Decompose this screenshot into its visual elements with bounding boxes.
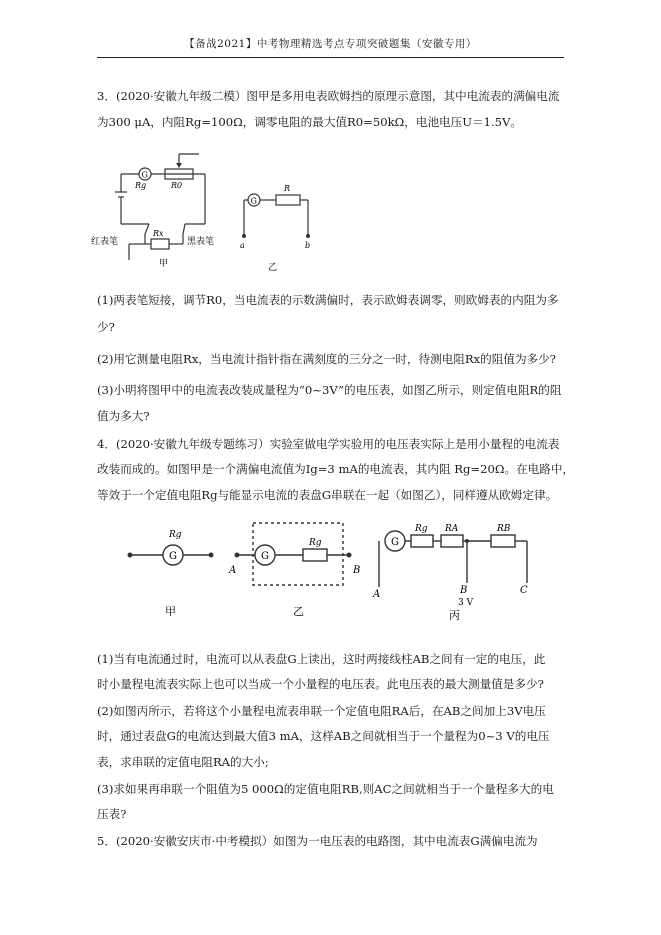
q4-line-1: 4．(2020·安徽九年级专题练习）实验室做电学实验用的电压表实际上是用小量程的电流表 (97, 437, 560, 451)
bing-rb-label: RB (497, 524, 511, 534)
bing-ra-label: RA (445, 524, 459, 534)
rx-label: Rx (153, 229, 164, 238)
q3-sub-1b: 少? (97, 320, 115, 334)
q3-line-1: 3．(2020·安徽九年级二模）图甲是多用电表欧姆挡的原理示意图，其中电流表的满偏电流 (97, 89, 560, 103)
yi-r-label: R (284, 184, 291, 193)
terminal-a-label: a (240, 241, 245, 250)
yi-rg-label: Rg (309, 538, 322, 548)
q4-sub-1a: (1)当有电流通过时，电流可以从表盘G上读出，这时两接线柱AB之间有一定的电压，此 (97, 652, 546, 666)
q4-yi-caption: 乙 (293, 605, 304, 618)
q4-bing-caption: 丙 (449, 609, 460, 622)
q3-sub-2: (2)用它测量电阻Rx，当电流计指针指在满刻度的三分之一时，待测电阻Rx的阻值为多少? (97, 352, 556, 366)
q4-figures (115, 515, 555, 635)
q4-sub-3a: (3)求如果再串联一个阻值为5 000Ω的定值电阻RB,则AC之间就相当于一个量程多大的电 (97, 782, 554, 796)
header-rule (97, 57, 564, 58)
yi-a-label: A (229, 565, 237, 576)
bing-3v-label: 3 V (458, 598, 474, 608)
yi-galvanometer-label: G (250, 196, 257, 206)
fig-yi-caption: 乙 (268, 263, 278, 273)
fig-jia-caption: 甲 (159, 259, 169, 269)
red-probe-label: 红表笔 (91, 237, 119, 247)
rg-label: Rg (135, 181, 147, 190)
q3-sub-3a: (3)小明将图甲中的电流表改装成量程为“0~3V”的电压表，如图乙所示，则定值电阻R的阻 (97, 383, 562, 397)
q3-figure-yi (230, 180, 330, 276)
q4-sub-2c: 表，求串联的定值电阻RA的大小; (97, 755, 269, 769)
q3-figure-jia (91, 152, 225, 270)
jia-g-label: G (169, 551, 177, 562)
q3-sub-3b: 值为多大? (97, 409, 150, 423)
jia-rg-label: Rg (169, 530, 182, 540)
q4-sub-2a: (2)如图丙所示，若将这个小量程电流表串联一个定值电阻RA后，在AB之间加上3V电压 (97, 704, 546, 718)
black-probe-label: 黑表笔 (187, 237, 215, 247)
r0-label: R0 (171, 181, 183, 190)
q4-jia-caption: 甲 (165, 605, 176, 618)
yi-b-label: B (353, 565, 361, 576)
bing-g-label: G (391, 537, 399, 548)
q4-sub-2b: 时，通过表盘G的电流达到最大值3 mA，这样AB之间就相当于一个量程为0~3 V的电压 (97, 729, 550, 743)
yi-g-label: G (261, 551, 269, 562)
q4-sub-3b: 压表? (97, 807, 127, 821)
q3-sub-1a: (1)两表笔短接，调节R0，当电流表的示数满偏时，表示欧姆表调零，则欧姆表的内阻为多 (97, 293, 559, 307)
bing-c-label: C (520, 585, 528, 596)
page-header: 【备战2021】中考物理精选考点专项突破题集（安徽专用） (184, 38, 477, 50)
q4-line-3: 等效于一个定值电阻Rg与能显示电流的表盘G串联在一起（如图乙），同样遵从欧姆定律。 (97, 488, 558, 502)
bing-rg-label: Rg (415, 524, 428, 534)
bing-b-label: B (460, 585, 468, 596)
q5-line-1: 5．(2020·安徽安庆市·中考模拟）如图为一电压表的电路图，其中电流表G满偏电流为 (97, 834, 538, 848)
q3-line-2: 为300 μA，内阻Rg=100Ω，调零电阻的最大值R0=50kΩ，电池电压U＝1.5V。 (97, 115, 522, 129)
bing-a-label: A (373, 589, 381, 600)
q4-line-2: 改装而成的。如图甲是一个满偏电流值为Ig=3 mA的电流表，其内阻 Rg=20Ω。在电路中， (97, 462, 575, 476)
galvanometer-label: G (141, 170, 148, 180)
terminal-b-label: b (305, 241, 311, 250)
q4-sub-1b: 时小量程电流表实际上也可以当成一个小量程的电压表。此电压表的最大测量值是多少? (97, 677, 544, 691)
